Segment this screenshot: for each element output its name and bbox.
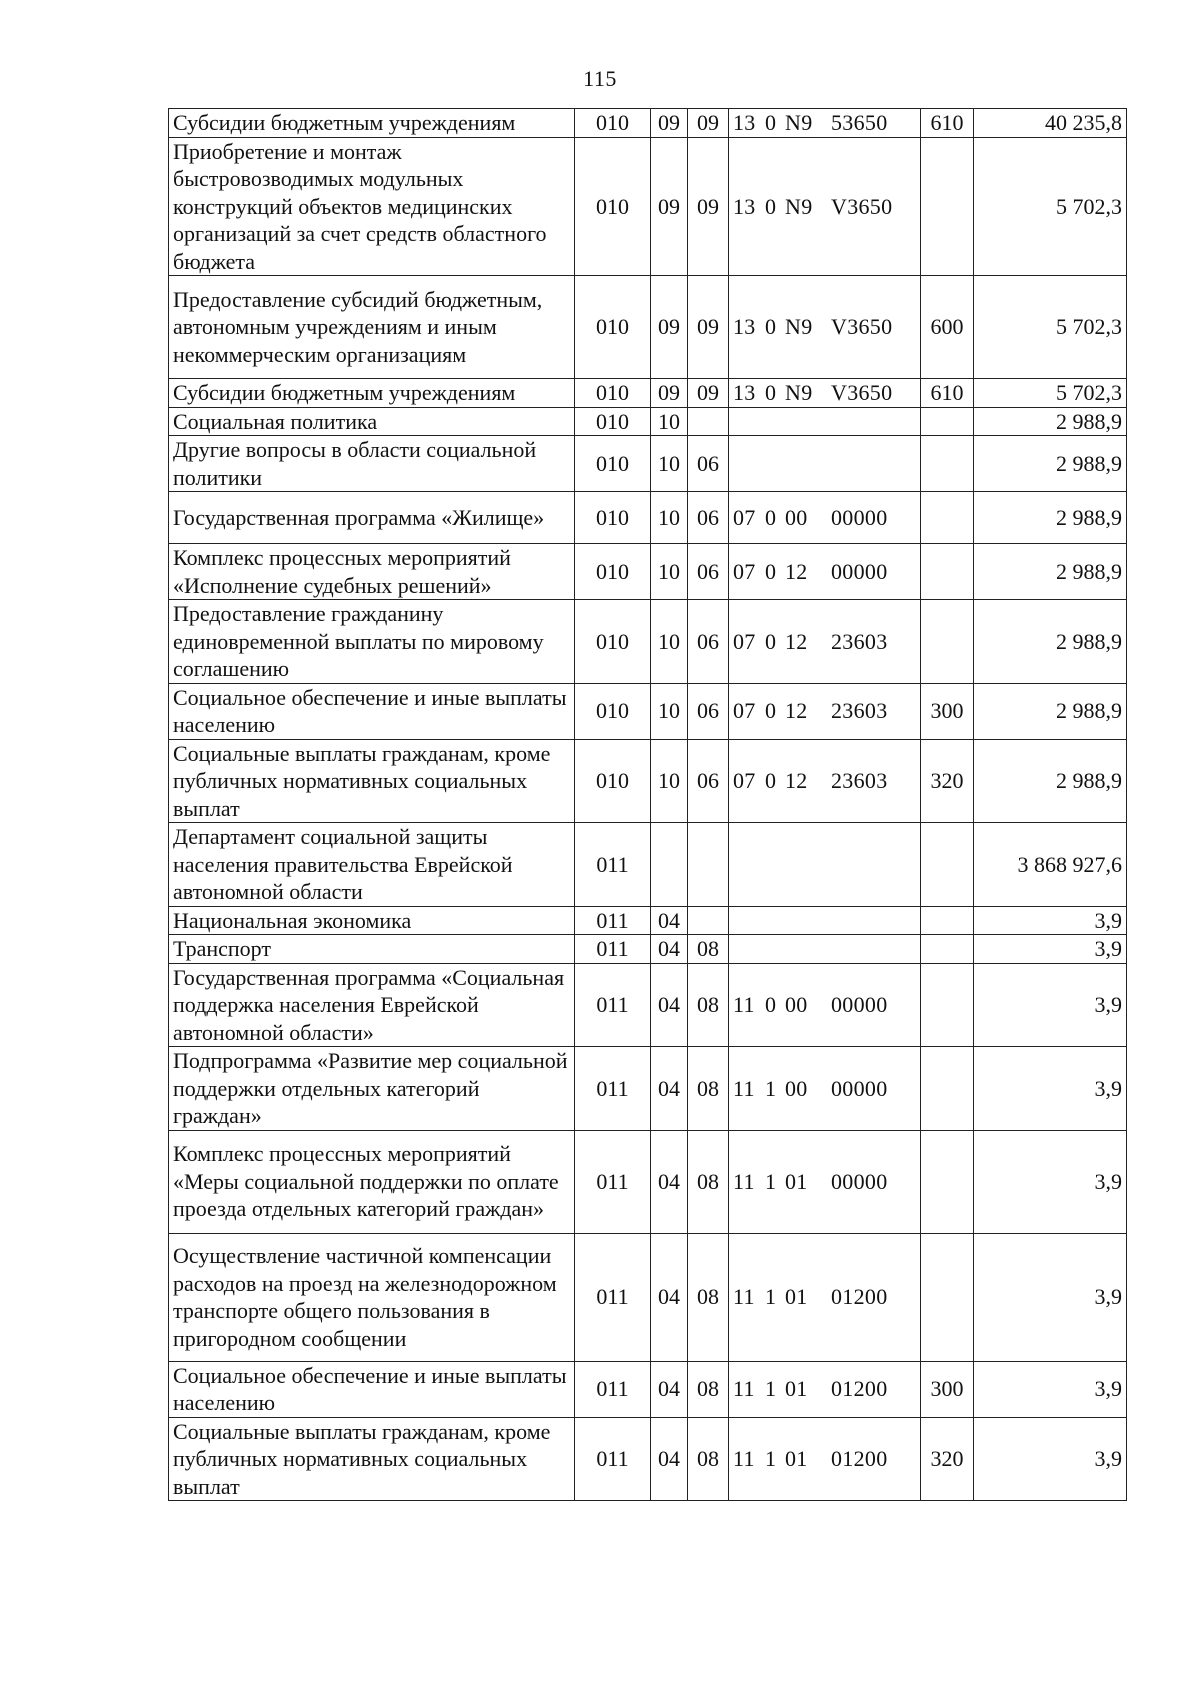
target-article-part: 07: [733, 768, 756, 793]
row-expense-type-cell: [921, 492, 974, 544]
target-article-part: 0: [765, 698, 777, 724]
target-article-part: 0: [765, 768, 777, 793]
row-subsection-cell: 08: [688, 963, 729, 1047]
row-grbs-cell: 011: [575, 963, 651, 1047]
row-grbs-cell: 010: [575, 379, 651, 408]
row-subsection-cell: [688, 906, 729, 935]
row-name-cell: Социальные выплаты гражданам, кроме публичных нормативных социальных выплат: [169, 1417, 575, 1501]
row-section-cell: 09: [651, 276, 688, 379]
page-number: 115: [583, 66, 617, 91]
row-expense-type-cell: [921, 1130, 974, 1233]
table-row: [169, 1361, 1127, 1417]
row-grbs-cell: 010: [575, 137, 651, 276]
row-section-cell: 10: [651, 600, 688, 684]
target-article-part: 11: [733, 1075, 755, 1101]
row-subsection-cell: 06: [688, 544, 729, 600]
row-name-cell: Социальное обеспечение и иные выплаты населению: [169, 683, 575, 739]
row-sum-cell: 2 988,9: [974, 683, 1127, 739]
table-row: [169, 1417, 1127, 1501]
row-target-article-cell: [729, 137, 921, 276]
row-expense-type-cell: [921, 544, 974, 600]
row-section-cell: 04: [651, 1047, 688, 1131]
target-article-part: N9: [785, 380, 813, 405]
row-subsection-cell: 08: [688, 935, 729, 964]
row-name-cell: Департамент социальной защиты населения правительства Еврейской автономной области: [169, 823, 575, 907]
row-target-article-cell: [729, 1047, 921, 1131]
target-article-part: V3650: [831, 314, 893, 340]
row-expense-type-cell: 610: [921, 379, 974, 408]
row-name-cell: Социальное обеспечение и иные выплаты населению: [169, 1361, 575, 1417]
row-target-article-cell: [729, 683, 921, 739]
table-row: [169, 544, 1127, 600]
row-name-cell: Комплекс процессных мероприятий «Исполнение судебных решений»: [169, 544, 575, 600]
row-sum-cell: 2 988,9: [974, 544, 1127, 600]
row-sum-cell: 5 702,3: [974, 276, 1127, 379]
row-expense-type-cell: 320: [921, 1417, 974, 1501]
row-grbs-cell: 010: [575, 492, 651, 544]
row-sum-cell: 3 868 927,6: [974, 823, 1127, 907]
row-section-cell: 04: [651, 963, 688, 1047]
target-article-part: 1: [765, 1284, 777, 1310]
target-article-part: 53650: [831, 110, 888, 135]
target-article-part: 00: [785, 992, 808, 1017]
row-sum-cell: 2 988,9: [974, 492, 1127, 544]
row-subsection-cell: 08: [688, 1047, 729, 1131]
row-target-article-cell: [729, 1417, 921, 1501]
target-article-part: 00000: [831, 1168, 888, 1194]
row-sum-cell: 3,9: [974, 1361, 1127, 1417]
row-subsection-cell: 06: [688, 492, 729, 544]
target-article-part: 00000: [831, 992, 888, 1017]
row-section-cell: 09: [651, 109, 688, 138]
budget-table: [168, 108, 1127, 1501]
row-expense-type-cell: 300: [921, 1361, 974, 1417]
target-article-part: 01: [785, 1446, 808, 1471]
row-target-article-cell: [729, 1361, 921, 1417]
target-article-part: 01200: [831, 1284, 888, 1310]
row-expense-type-cell: [921, 963, 974, 1047]
table-row: [169, 1130, 1127, 1233]
row-section-cell: 10: [651, 492, 688, 544]
row-sum-cell: 5 702,3: [974, 379, 1127, 408]
row-grbs-cell: 010: [575, 683, 651, 739]
table-row: [169, 109, 1127, 138]
row-subsection-cell: [688, 407, 729, 436]
row-grbs-cell: 010: [575, 407, 651, 436]
row-sum-cell: 3,9: [974, 963, 1127, 1047]
target-article-part: 1: [765, 1168, 777, 1194]
target-article-part: N9: [785, 193, 813, 219]
row-sum-cell: 3,9: [974, 1233, 1127, 1361]
row-target-article-cell: [729, 544, 921, 600]
row-name-cell: Подпрограмма «Развитие мер социальной поддержки отдельных категорий граждан»: [169, 1047, 575, 1131]
row-name-cell: Национальная экономика: [169, 906, 575, 935]
table-row: [169, 963, 1127, 1047]
row-grbs-cell: 011: [575, 823, 651, 907]
row-grbs-cell: 010: [575, 436, 651, 492]
row-expense-type-cell: [921, 935, 974, 964]
row-subsection-cell: 08: [688, 1233, 729, 1361]
row-grbs-cell: 011: [575, 1130, 651, 1233]
row-section-cell: 10: [651, 683, 688, 739]
target-article-part: 01200: [831, 1376, 888, 1402]
row-subsection-cell: 08: [688, 1130, 729, 1233]
row-grbs-cell: 010: [575, 600, 651, 684]
target-article-part: 00: [785, 1075, 808, 1101]
row-name-cell: Предоставление гражданину единовременной выплаты по мировому соглашению: [169, 600, 575, 684]
target-article-part: 0: [765, 992, 777, 1017]
row-target-article-cell: [729, 407, 921, 436]
row-name-cell: Другие вопросы в области социальной политики: [169, 436, 575, 492]
target-article-part: 0: [765, 558, 777, 584]
row-target-article-cell: [729, 1233, 921, 1361]
target-article-part: 23603: [831, 628, 888, 654]
row-target-article-cell: [729, 492, 921, 544]
row-sum-cell: 3,9: [974, 1417, 1127, 1501]
target-article-part: 1: [765, 1376, 777, 1402]
row-grbs-cell: 011: [575, 1361, 651, 1417]
row-expense-type-cell: [921, 823, 974, 907]
row-name-cell: Социальные выплаты гражданам, кроме публичных нормативных социальных выплат: [169, 739, 575, 823]
row-subsection-cell: 06: [688, 739, 729, 823]
row-section-cell: 10: [651, 739, 688, 823]
row-expense-type-cell: 300: [921, 683, 974, 739]
row-sum-cell: 3,9: [974, 935, 1127, 964]
target-article-part: 12: [785, 628, 808, 654]
row-grbs-cell: 011: [575, 1233, 651, 1361]
table-row: [169, 935, 1127, 964]
target-article-part: 07: [733, 558, 756, 584]
table-row: [169, 379, 1127, 408]
table-row: [169, 600, 1127, 684]
row-sum-cell: 5 702,3: [974, 137, 1127, 276]
row-sum-cell: 3,9: [974, 906, 1127, 935]
row-grbs-cell: 011: [575, 1417, 651, 1501]
row-subsection-cell: 06: [688, 436, 729, 492]
target-article-part: 0: [765, 380, 777, 405]
row-name-cell: Социальная политика: [169, 407, 575, 436]
target-article-part: 07: [733, 698, 756, 724]
row-section-cell: 10: [651, 436, 688, 492]
row-grbs-cell: 011: [575, 906, 651, 935]
row-subsection-cell: 09: [688, 276, 729, 379]
row-name-cell: Осуществление частичной компенсации расходов на проезд на железнодорожном транспорте общего пользования в пригородном сообщении: [169, 1233, 575, 1361]
row-name-cell: Транспорт: [169, 935, 575, 964]
row-subsection-cell: 06: [688, 683, 729, 739]
row-sum-cell: 2 988,9: [974, 600, 1127, 684]
target-article-part: 07: [733, 628, 756, 654]
table-row: [169, 276, 1127, 379]
table-row: [169, 436, 1127, 492]
row-name-cell: Комплекс процессных мероприятий «Меры социальной поддержки по оплате проезда отдельных категорий граждан»: [169, 1130, 575, 1233]
target-article-part: 23603: [831, 698, 888, 724]
table-body: [169, 109, 1127, 1501]
row-sum-cell: 2 988,9: [974, 407, 1127, 436]
target-article-part: 00: [785, 504, 808, 530]
target-article-part: 1: [765, 1446, 777, 1471]
row-section-cell: 09: [651, 379, 688, 408]
row-sum-cell: 3,9: [974, 1047, 1127, 1131]
row-expense-type-cell: [921, 906, 974, 935]
row-expense-type-cell: [921, 436, 974, 492]
row-subsection-cell: 08: [688, 1417, 729, 1501]
target-article-part: 0: [765, 193, 777, 219]
row-expense-type-cell: 320: [921, 739, 974, 823]
row-subsection-cell: [688, 823, 729, 907]
target-article-part: 07: [733, 504, 756, 530]
target-article-part: N9: [785, 314, 813, 340]
target-article-part: 0: [765, 504, 777, 530]
row-expense-type-cell: 600: [921, 276, 974, 379]
row-target-article-cell: [729, 379, 921, 408]
row-section-cell: 04: [651, 1130, 688, 1233]
target-article-part: 00000: [831, 1075, 888, 1101]
row-name-cell: Государственная программа «Социальная поддержка населения Еврейской автономной области»: [169, 963, 575, 1047]
row-target-article-cell: [729, 600, 921, 684]
row-sum-cell: 40 235,8: [974, 109, 1127, 138]
row-expense-type-cell: [921, 1047, 974, 1131]
target-article-part: 23603: [831, 768, 888, 793]
row-target-article-cell: [729, 739, 921, 823]
row-target-article-cell: [729, 823, 921, 907]
target-article-part: 11: [733, 1168, 755, 1194]
row-subsection-cell: 09: [688, 379, 729, 408]
row-grbs-cell: 010: [575, 109, 651, 138]
row-subsection-cell: 09: [688, 109, 729, 138]
row-section-cell: 04: [651, 1233, 688, 1361]
target-article-part: 0: [765, 314, 777, 340]
row-grbs-cell: 010: [575, 544, 651, 600]
row-target-article-cell: [729, 436, 921, 492]
row-sum-cell: 2 988,9: [974, 436, 1127, 492]
table-row: [169, 137, 1127, 276]
table-row: [169, 1233, 1127, 1361]
target-article-part: 11: [733, 1284, 755, 1310]
table-row: [169, 492, 1127, 544]
row-grbs-cell: 011: [575, 935, 651, 964]
target-article-part: 11: [733, 992, 755, 1017]
target-article-part: 12: [785, 558, 808, 584]
target-article-part: 0: [765, 110, 777, 135]
target-article-part: 13: [733, 314, 756, 340]
row-target-article-cell: [729, 1130, 921, 1233]
row-name-cell: Субсидии бюджетным учреждениям: [169, 109, 575, 138]
row-name-cell: Государственная программа «Жилище»: [169, 492, 575, 544]
row-sum-cell: 3,9: [974, 1130, 1127, 1233]
target-article-part: 00000: [831, 558, 888, 584]
table-row: [169, 823, 1127, 907]
row-grbs-cell: 010: [575, 276, 651, 379]
row-section-cell: 04: [651, 906, 688, 935]
target-article-part: 12: [785, 698, 808, 724]
row-sum-cell: 2 988,9: [974, 739, 1127, 823]
row-grbs-cell: 011: [575, 1047, 651, 1131]
target-article-part: N9: [785, 110, 813, 135]
row-expense-type-cell: [921, 407, 974, 436]
table-row: [169, 739, 1127, 823]
row-target-article-cell: [729, 963, 921, 1047]
target-article-part: V3650: [831, 380, 893, 405]
row-section-cell: 10: [651, 544, 688, 600]
row-target-article-cell: [729, 935, 921, 964]
row-subsection-cell: 08: [688, 1361, 729, 1417]
row-section-cell: 04: [651, 1417, 688, 1501]
target-article-part: 11: [733, 1446, 755, 1471]
table-row: [169, 683, 1127, 739]
row-target-article-cell: [729, 109, 921, 138]
row-target-article-cell: [729, 276, 921, 379]
row-name-cell: Субсидии бюджетным учреждениям: [169, 379, 575, 408]
row-section-cell: 09: [651, 137, 688, 276]
row-expense-type-cell: [921, 600, 974, 684]
target-article-part: 1: [765, 1075, 777, 1101]
row-target-article-cell: [729, 906, 921, 935]
row-grbs-cell: 010: [575, 739, 651, 823]
table-row: [169, 1047, 1127, 1131]
target-article-part: 00000: [831, 504, 888, 530]
row-section-cell: [651, 823, 688, 907]
table-row: [169, 906, 1127, 935]
target-article-part: 13: [733, 193, 756, 219]
table-row: [169, 407, 1127, 436]
target-article-part: 01200: [831, 1446, 888, 1471]
target-article-part: 0: [765, 628, 777, 654]
row-expense-type-cell: [921, 137, 974, 276]
row-subsection-cell: 06: [688, 600, 729, 684]
target-article-part: 11: [733, 1376, 755, 1402]
row-name-cell: Предоставление субсидий бюджетным, автономным учреждениям и иным некоммерческим организациям: [169, 276, 575, 379]
row-section-cell: 04: [651, 935, 688, 964]
row-section-cell: 04: [651, 1361, 688, 1417]
row-expense-type-cell: 610: [921, 109, 974, 138]
row-name-cell: Приобретение и монтаж быстровозводимых модульных конструкций объектов медицинских организаций за счет средств областного бюджета: [169, 137, 575, 276]
target-article-part: 13: [733, 110, 756, 135]
row-expense-type-cell: [921, 1233, 974, 1361]
target-article-part: 01: [785, 1168, 808, 1194]
target-article-part: V3650: [831, 193, 893, 219]
target-article-part: 01: [785, 1284, 808, 1310]
row-section-cell: 10: [651, 407, 688, 436]
target-article-part: 12: [785, 768, 808, 793]
target-article-part: 13: [733, 380, 756, 405]
target-article-part: 01: [785, 1376, 808, 1402]
row-subsection-cell: 09: [688, 137, 729, 276]
